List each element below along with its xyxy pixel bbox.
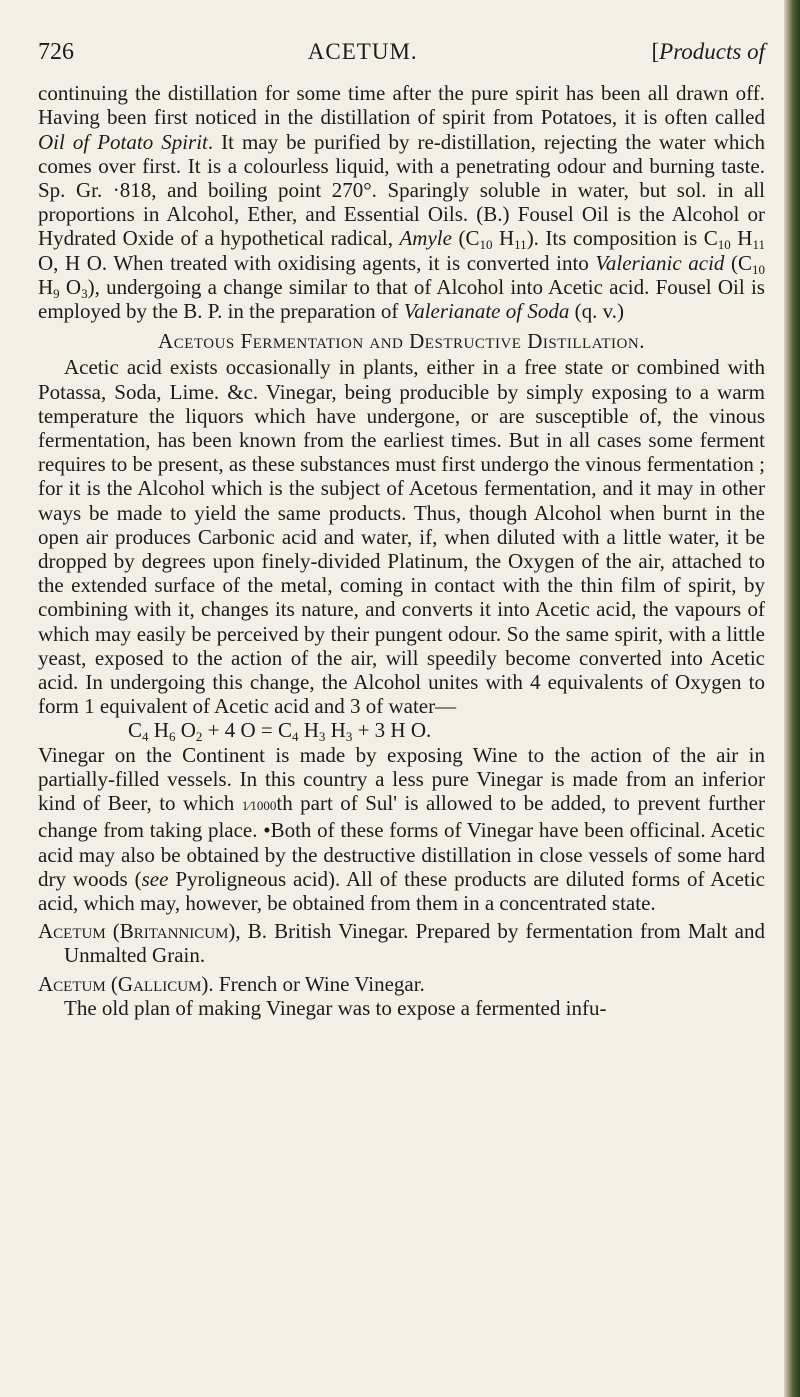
- paragraph-vinegar: Vinegar on the Continent is made by exposing Wine to the action of the air in partially-filled vessels. In this country a less pure Vinegar is made from an inferior kind of Beer, to which 1⁄1000th part of Sul' is allowed to be added, to prevent further change from taking place. •Both of these forms of Vinegar have been officinal. Acetic acid may also be obtained by the destructive distillation in close vessels of some hard dry woods (see Pyroligneous acid). All of these products are diluted forms of Acetic acid, which may, however, be obtained from them in a concentrated state.: [38, 742, 765, 915]
- paragraph-old-plan: The old plan of making Vinegar was to expose a fermented infu-: [64, 995, 607, 1020]
- chemical-formula: $C_4$ $H_6$ $O_2 + 4$ $O = C_4$ $H_3$ $H_3 + 3$ H O.: [128, 718, 432, 745]
- page-edge: [784, 0, 800, 1397]
- paragraph-acetic-acid: Acetic acid exists occasionally in plants, either in a free state or combined with Potassa, Soda, Lime. &c. Vinegar, being producible by simply exposing to a warm temperature the liquors which have undergone, or are susceptible of, the vinous fermentation, has been known from the earliest times. But in all cases some ferment requires to be present, as these substances must first undergo the vinous fermentation ; for it is the Alcohol which is the subject of Acetous fermentation, and it may in other ways be made to yield the same products. Thus, though Alcohol when burnt in the open air produces Carbonic acid and water, if, when diluted with a little water, it be dropped by degrees upon finely-divided Platinum, the Oxygen of the air, attached to the extended surface of the metal, coming in contact with the thin film of spirit, by combining with it, changes its nature, and converts it into Acetic acid, the vapours of which may easily be perceived by their pungent odour. So the same spirit, with a little yeast, exposed to the action of the air, will speedily become converted into Acetic acid. In undergoing this change, the Alcohol unites with 4 equivalents of Oxygen to form 1 equivalent of Acetic acid and 3 of water—: [38, 355, 765, 719]
- entry-acetum-britannicum: Acetum (Britannicum), B. British Vinegar. Prepared by fermentation from Malt and Unmalted Grain.: [38, 919, 765, 968]
- book-page: [38, 40, 765, 1020]
- running-title: ACETUM.: [307, 39, 418, 64]
- page-number: 726: [38, 39, 74, 65]
- running-header: [38, 40, 765, 64]
- section-heading: Acetous Fermentation and Destructive Distillation.: [158, 329, 645, 354]
- entry-acetum-gallicum: Acetum (Gallicum). French or Wine Vinegar.: [38, 971, 425, 996]
- paragraph-fousel-oil: continuing the distillation for some time after the pure spirit has been all drawn off. Having been first noticed in the distillation of spirit from Potatoes, it is often called Oil of Potato Spirit. It may be purified by re-distillation, rejecting the water which comes over first. It is a colourless liquid, with a penetrating odour and burning taste. Sp. Gr. ·818, and boiling point 270°. Sparingly soluble in water, but sol. in all proportions in Alcohol, Ether, and Essential Oils. (B.) Fousel Oil is the Alcohol or Hydrated Oxide of a hypothetical radical, Amyle ($C_{10}$ $H_{11}$). Its composition is $C_{10}$ $H_{11}$ O, H O. When treated with oxidising agents, it is converted into Valerianic acid ($C_{10}$ $H_9$ $O_3$), undergoing a change similar to that of Alcohol into Acetic acid. Fousel Oil is employed by the B. P. in the preparation of Valerianate of Soda (q. v.): [38, 81, 766, 324]
- running-section: [Products of: [651, 39, 765, 64]
